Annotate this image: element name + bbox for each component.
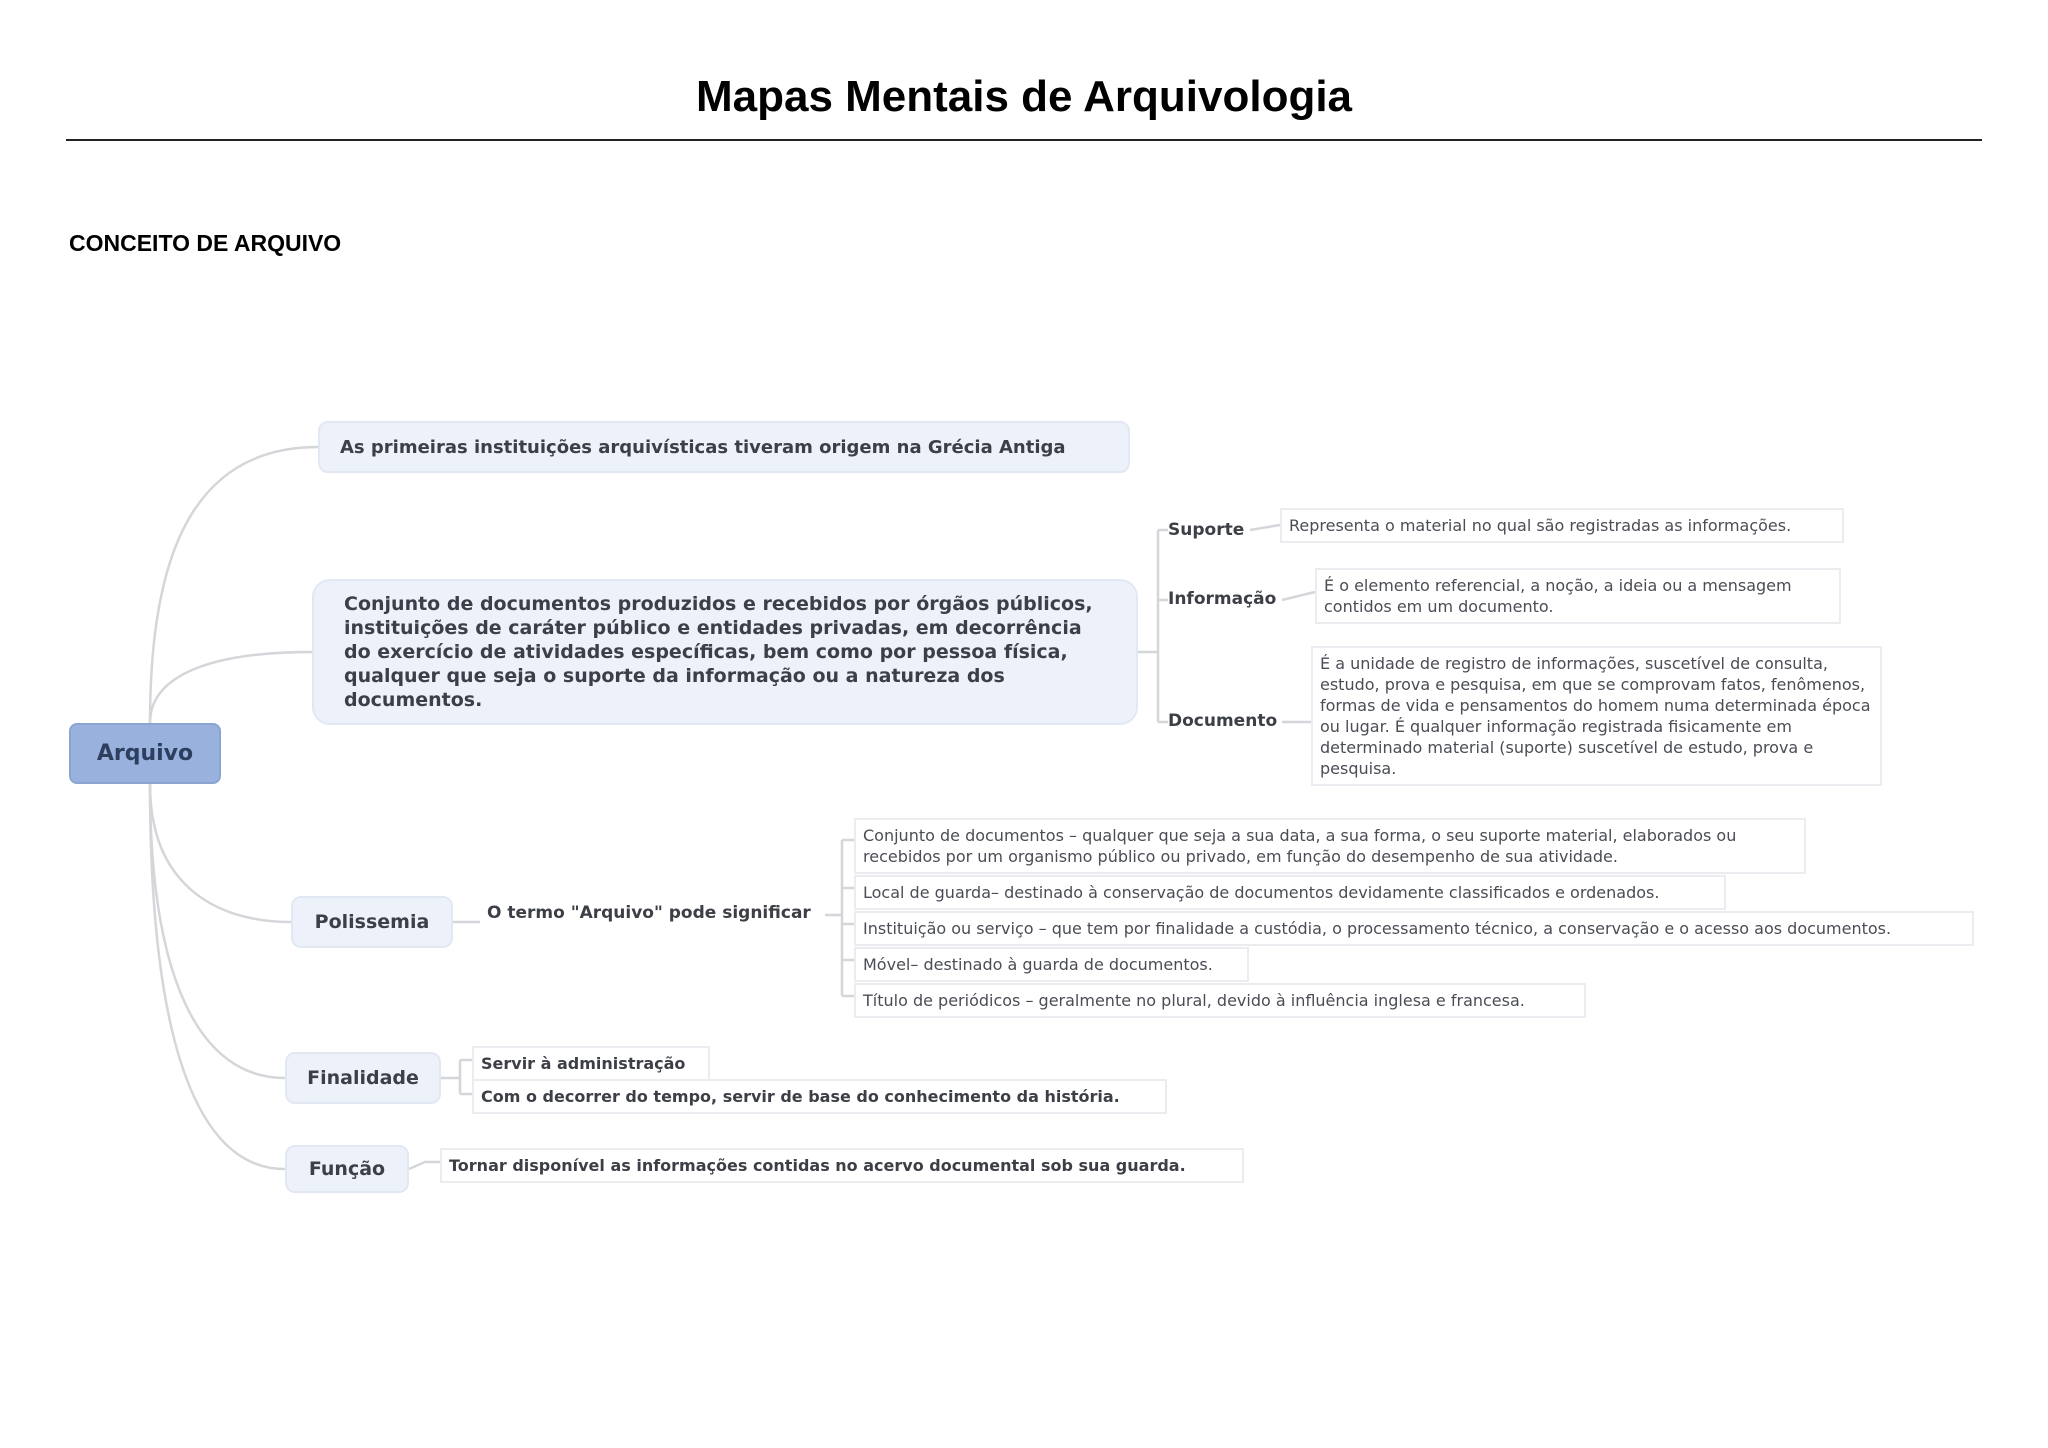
connector-root-origem	[150, 447, 318, 723]
section-heading: CONCEITO DE ARQUIVO	[69, 230, 342, 256]
connector-root-funcao	[150, 784, 285, 1169]
significado-local-guarda: Local de guarda– destinado à conservação de documentos devidamente classificados e ordenados.	[854, 875, 1726, 910]
node-conceito[interactable]: Conjunto de documentos produzidos e recebidos por órgãos públicos, instituições de caráter público e entidades privadas, em decorrência do exercício de atividades específicas, bem como por pessoa física, qualquer que seja o suporte da informação ou a natureza dos documentos.	[312, 579, 1138, 725]
significado-movel: Móvel– destinado à guarda de documentos.	[854, 947, 1249, 982]
root-node-arquivo[interactable]: Arquivo	[69, 723, 221, 784]
connector-root-finalidade	[150, 784, 285, 1078]
connector-conceito-group	[1138, 530, 1158, 722]
node-funcao[interactable]: Função	[285, 1145, 409, 1193]
significado-titulo-periodicos: Título de periódicos – geralmente no plural, devido à influência inglesa e francesa.	[854, 983, 1586, 1018]
connector-termo-group	[825, 840, 842, 996]
label-suporte[interactable]: Suporte	[1168, 520, 1245, 540]
significado-conjunto-documentos: Conjunto de documentos – qualquer que seja a sua data, a sua forma, o seu suporte material, elaborados ou recebidos por um organismo público ou privado, em função do desempenho de sua atividade.	[854, 818, 1806, 874]
significado-instituicao-servico: Instituição ou serviço – que tem por finalidade a custódia, o processamento técnico, a conservação e o acesso aos documentos.	[854, 911, 1974, 946]
funcao-item: Tornar disponível as informações contidas no acervo documental sob sua guarda.	[440, 1148, 1244, 1183]
detail-informacao: É o elemento referencial, a noção, a ideia ou a mensagem contidos em um documento.	[1315, 568, 1841, 624]
connector-finalidade-group	[441, 1060, 472, 1094]
label-documento[interactable]: Documento	[1168, 711, 1278, 731]
node-origem[interactable]: As primeiras instituições arquivísticas tiveram origem na Grécia Antiga	[318, 421, 1130, 473]
finalidade-item-administracao: Servir à administração	[472, 1046, 710, 1081]
connector-funcao-item	[409, 1162, 440, 1169]
label-termo-arquivo[interactable]: O termo "Arquivo" pode significar	[487, 903, 811, 923]
node-finalidade[interactable]: Finalidade	[285, 1052, 441, 1104]
detail-suporte: Representa o material no qual são registradas as informações.	[1280, 508, 1844, 543]
finalidade-item-historia: Com o decorrer do tempo, servir de base do conhecimento da história.	[472, 1079, 1167, 1114]
label-informacao[interactable]: Informação	[1168, 589, 1277, 609]
connector-root-conceito	[150, 652, 312, 723]
node-polissemia[interactable]: Polissemia	[291, 896, 453, 948]
page-title: Mapas Mentais de Arquivologia	[695, 72, 1353, 121]
connector-root-polissemia	[150, 784, 291, 922]
detail-documento: É a unidade de registro de informações, suscetível de consulta, estudo, prova e pesquisa, em que se comprovam fatos, fenômenos, formas de vida e pensamentos do homem numa determinada época ou lugar. É qualquer informação registrada fisicamente em determinado material (suporte) suscetível de estudo, prova e pesquisa.	[1311, 646, 1882, 786]
